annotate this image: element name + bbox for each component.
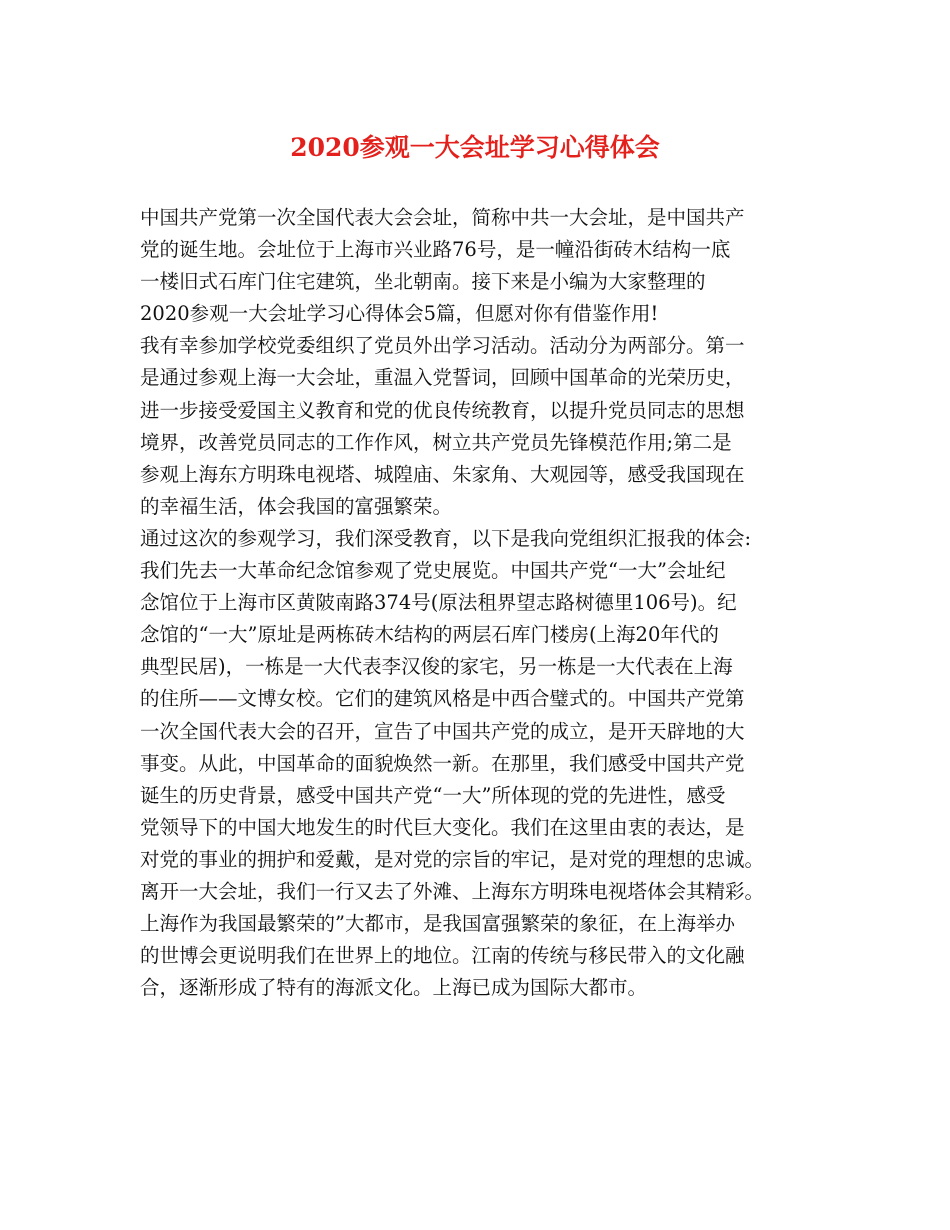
body-line: 我们先去一大革命纪念馆参观了党史展览。中国共产党“一大”会址纪 xyxy=(140,559,726,583)
body-line: 典型民居)，一栋是一大代表李汉俊的家宅，另一栋是一大代表在上海 xyxy=(140,655,733,679)
body-line: 境界，改善党员同志的工作作风，树立共产党员先锋模范作用;第二是 xyxy=(140,430,732,454)
document-title: 2020参观一大会址学习心得体会 xyxy=(290,133,660,162)
body-line: 念馆的“一大”原址是两栋砖木结构的两层石库门楼房(上海20年代的 xyxy=(140,623,719,647)
body-line: 进一步接受爱国主义教育和党的优良传统教育，以提升党员同志的思想 xyxy=(140,398,745,422)
body-line: 的幸福生活，体会我国的富强繁荣。 xyxy=(140,494,453,518)
document-body xyxy=(140,202,824,1004)
body-line: 上海作为我国最繁荣的”大都市，是我国富强繁荣的象征，在上海举办 xyxy=(140,912,735,936)
body-line: 党领导下的中国大地发生的时代巨大变化。我们在这里由衷的表达，是 xyxy=(140,815,745,839)
body-line: 一次全国代表大会的召开，宣告了中国共产党的成立，是开天辟地的大 xyxy=(140,719,745,743)
body-line: 一楼旧式石库门住宅建筑，坐北朝南。接下来是小编为大家整理的 xyxy=(140,270,706,294)
body-line: 的住所——文博女校。它们的建筑风格是中西合璧式的。中国共产党第 xyxy=(140,687,745,711)
body-line: 的世博会更说明我们在世界上的地位。江南的传统与移民带入的文化融 xyxy=(140,944,745,968)
body-line: 诞生的历史背景，感受中国共产党“一大”所体现的党的先进性，感受 xyxy=(140,783,726,807)
body-line: 2020参观一大会址学习心得体会5篇，但愿对你有借鉴作用! xyxy=(140,302,659,326)
body-line: 是通过参观上海一大会址，重温入党誓词，回顾中国革命的光荣历史， xyxy=(140,366,745,390)
body-line: 事变。从此，中国革命的面貌焕然一新。在那里，我们感受中国共产党 xyxy=(140,751,745,775)
body-line: 中国共产党第一次全国代表大会会址，简称中共一大会址，是中国共产 xyxy=(140,206,745,229)
body-line: 通过这次的参观学习，我们深受教育，以下是我向党组织汇报我的体会: xyxy=(140,526,752,550)
body-line: 对党的事业的拥护和爱戴，是对党的宗旨的牢记，是对党的理想的忠诚。 xyxy=(140,847,765,871)
body-line: 念馆位于上海市区黄陂南路374号(原法租界望志路树德里106号)。纪 xyxy=(140,591,737,615)
body-line: 离开一大会址，我们一行又去了外滩、上海东方明珠电视塔体会其精彩。 xyxy=(140,879,765,903)
body-line: 我有幸参加学校党委组织了党员外出学习活动。活动分为两部分。第一 xyxy=(140,334,745,358)
body-line: 参观上海东方明珠电视塔、城隍庙、朱家角、大观园等，感受我国现在 xyxy=(140,462,745,486)
body-line: 党的诞生地。会址位于上海市兴业路76号，是一幢沿街砖木结构一底 xyxy=(140,238,731,262)
body-line: 合，逐渐形成了特有的海派文化。上海已成为国际大都市。 xyxy=(140,976,648,1000)
